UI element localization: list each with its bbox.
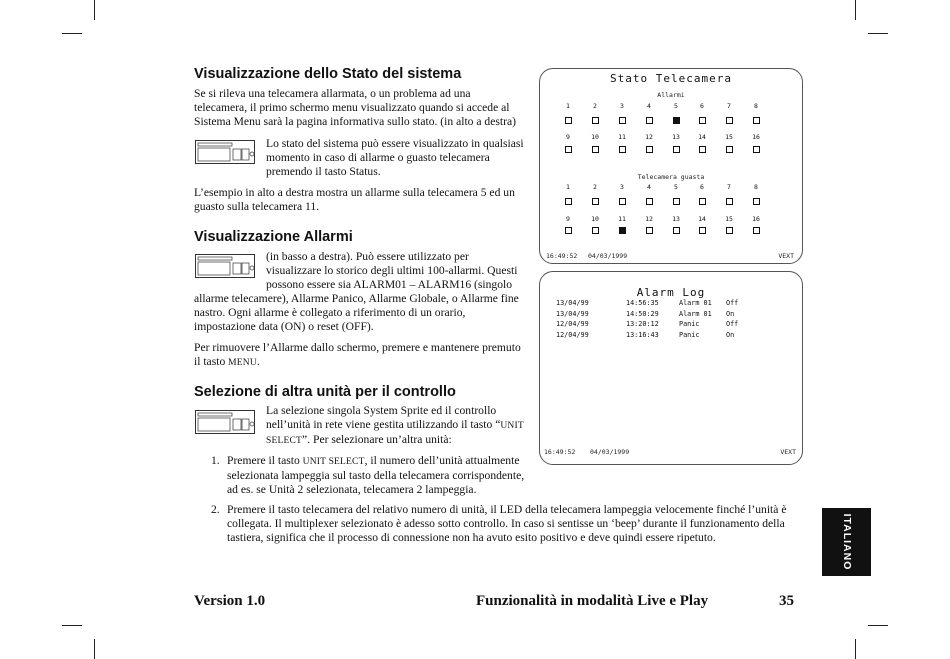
text-line: Se si rileva una telecamera allarmata, o un problema ad una: [194, 87, 471, 100]
alarm-log-row: [540, 310, 802, 320]
log-date-cell: 13/04/99: [556, 299, 589, 307]
footer-chapter: Funzionalità in modalità Live e Play: [476, 593, 709, 609]
alarm-log-row: [540, 331, 802, 341]
fault-indicator-5: [673, 198, 680, 205]
alarm-log-title: Alarm Log: [636, 286, 706, 299]
camera-number: 9: [566, 215, 570, 223]
log-state-cell: Off: [726, 320, 739, 328]
language-tab: [822, 508, 871, 576]
crop-mark: [62, 625, 82, 626]
log-mode: VEXT: [780, 448, 796, 456]
alarm-indicator-6: [699, 117, 706, 124]
text-line: L’esempio in alto a destra mostra un allarme sulla telecamera 5 ed un: [194, 186, 515, 199]
footer-version: Version 1.0: [194, 593, 266, 609]
camera-number: 10: [591, 133, 599, 141]
alarm-indicator-5: [673, 117, 680, 124]
alarm-indicator-13: [673, 146, 680, 153]
log-date-cell: 12/04/99: [556, 330, 589, 339]
status-time: 16:49:52: [546, 252, 578, 260]
camera-number: 2: [593, 183, 597, 191]
fault-indicator-3: [619, 198, 626, 205]
alarm-log-screen: [539, 271, 803, 465]
fault-indicator-15: [726, 227, 733, 234]
language-tab-label: ITALIANO: [840, 513, 853, 571]
list-text: Premere il tasto UNIT SELECT, il numero dell’unità attualmente selezionata lampeggia sul tasto della telecamera corrispondente, ad es. se Unità 2 selezionata, telecamera 2 lampeggia.: [227, 454, 525, 497]
status-intro-paragraph: [194, 87, 516, 130]
text-line: momento in caso di allarme o guasto telecamera: [266, 151, 490, 165]
log-time-cell: 14:56:35: [626, 299, 659, 307]
alarm-indicator-3: [619, 117, 626, 124]
alarm-indicator-15: [726, 146, 733, 153]
log-state-cell: On: [726, 330, 735, 339]
log-time-cell: 13:16:43: [626, 330, 659, 339]
camera-number: 15: [725, 215, 733, 223]
camera-number: 3: [620, 183, 624, 191]
status-date: 04/03/1999: [588, 252, 628, 260]
camera-number: 14: [698, 215, 706, 223]
keypad-unit-select-icon: [195, 410, 255, 434]
alarm-log-row: [540, 320, 802, 330]
text-line: allarme telecamere), Allarme Panico, Allarme Globale, o Allarme fine: [194, 292, 519, 305]
camera-number: 11: [618, 215, 626, 223]
camera-number: 6: [700, 183, 704, 191]
text-line: selezionata lampeggia sul tasto della telecamera corrispondente,: [227, 469, 525, 483]
alarm-section-label: Allarmi: [657, 91, 685, 99]
text-line: impostazione data (ON) o reset (OFF).: [194, 320, 374, 334]
crop-mark: [62, 33, 82, 34]
text-line: Per rimuovere l’Allarme dallo schermo, premere e mantenere premuto: [194, 341, 521, 354]
text-line: possono essere sia ALARM01 – ALARM16 (singolo: [266, 278, 513, 292]
log-time-cell: 13:20:12: [626, 320, 659, 328]
unit-key-name: UNIT: [500, 421, 524, 432]
keypad-status-icon: [195, 140, 255, 164]
camera-number: 4: [647, 102, 651, 110]
list-text: [227, 503, 786, 546]
text-line: premendo il tasto Status.: [266, 165, 381, 179]
camera-number: 16: [752, 133, 760, 141]
alarm-indicator-9: [565, 146, 572, 153]
camera-number: 5: [674, 183, 678, 191]
text-line: guasto sulla telecamera 11.: [194, 200, 320, 214]
log-state-cell: On: [726, 309, 735, 318]
fault-indicator-10: [592, 227, 599, 234]
text-line: visualizzare lo storico degli ultimi 100-allarmi. Questi: [266, 264, 518, 278]
text-line: Sistema Menu sarà la pagina informativa sullo stato. (in alto a destra): [194, 115, 516, 129]
text-line: collegata. Il multiplexer selezionato è adesso sotto controllo. In caso si sentisse un ‘beep’ durante il funzionamento della: [227, 517, 785, 531]
text-line: La selezione singola System Sprite ed il controllo: [266, 404, 497, 417]
camera-number: 14: [698, 133, 706, 141]
camera-number: 9: [566, 133, 570, 141]
page-number: 35: [779, 593, 794, 609]
alarm-indicator-4: [646, 117, 653, 124]
list-number: 1.: [211, 454, 220, 467]
select-key-name: SELECT: [266, 436, 303, 447]
log-event-cell: Panic: [679, 330, 700, 339]
camera-number: 12: [645, 133, 653, 141]
fault-indicator-8: [753, 198, 760, 205]
fault-indicator-9: [565, 227, 572, 234]
fault-indicator-14: [699, 227, 706, 234]
log-state-cell: Off: [726, 299, 739, 307]
crop-mark: [855, 639, 856, 659]
camera-number: 15: [725, 133, 733, 141]
fault-indicator-11: [619, 227, 626, 234]
alarm-indicator-14: [699, 146, 706, 153]
alarm-log-row: [540, 299, 802, 309]
log-time-cell: 14:50:29: [626, 309, 659, 318]
alarm-remove-paragraph: [194, 341, 521, 370]
keypad-alarm-icon: [195, 254, 255, 278]
text-line: ad es. se Unità 2 selezionata, telecamera 2 lampeggia.: [227, 483, 477, 497]
log-date-cell: 13/04/99: [556, 309, 589, 318]
section-heading-unit-select: Selezione di altra unità per il controllo: [194, 384, 456, 400]
camera-number: 16: [752, 215, 760, 223]
list-number: 2.: [211, 503, 220, 516]
camera-number: 4: [647, 183, 651, 191]
fault-indicator-1: [565, 198, 572, 205]
camera-number: 1: [566, 102, 570, 110]
log-event-cell: Panic: [679, 320, 700, 328]
crop-mark: [94, 639, 95, 659]
alarm-indicator-16: [753, 146, 760, 153]
text-line: SELECT”. Per selezionare un’altra unità:: [266, 433, 452, 447]
text-line: nell’unità in rete viene gestita utilizzando il tasto “UNIT: [266, 418, 524, 432]
camera-number: 8: [754, 183, 758, 191]
crop-mark: [855, 0, 856, 20]
alarm-indicator-10: [592, 146, 599, 153]
alarm-indicator-8: [753, 117, 760, 124]
section-heading-status: Visualizzazione dello Stato del sistema: [194, 66, 462, 82]
camera-number: 8: [754, 102, 758, 110]
text-line: tastiera, significa che il processo di connessione non ha avuto esito positivo e deve quindi essere ripetuto.: [227, 531, 716, 545]
camera-number: 1: [566, 183, 570, 191]
camera-status-screen: [539, 68, 803, 264]
alarm-indicator-11: [619, 146, 626, 153]
camera-number: 7: [727, 183, 731, 191]
fault-indicator-6: [699, 198, 706, 205]
fault-indicator-13: [673, 227, 680, 234]
log-event-cell: Alarm 01: [679, 299, 712, 307]
fault-section-label: Telecamera guasta: [637, 173, 705, 181]
text-line: il tasto MENU.: [194, 355, 260, 369]
text-line: nastro. Ogni allarme è collegato a riferimento di un orario,: [194, 306, 466, 320]
list-item: [211, 503, 811, 547]
menu-key-name: MENU: [228, 358, 257, 369]
alarm-indicator-1: [565, 117, 572, 124]
camera-number: 5: [674, 102, 678, 110]
crop-mark: [868, 33, 888, 34]
camera-number: 2: [593, 102, 597, 110]
log-time: 16:49:52: [544, 448, 576, 456]
log-event-cell: Alarm 01: [679, 309, 712, 318]
fault-indicator-7: [726, 198, 733, 205]
camera-number: 12: [645, 215, 653, 223]
status-mode: VEXT: [778, 252, 794, 260]
camera-number: 10: [591, 215, 599, 223]
camera-number: 7: [727, 102, 731, 110]
alarm-indicator-2: [592, 117, 599, 124]
camera-number: 6: [700, 102, 704, 110]
fault-indicator-16: [753, 227, 760, 234]
log-date-cell: 12/04/99: [556, 320, 589, 328]
fault-indicator-2: [592, 198, 599, 205]
fault-indicator-4: [646, 198, 653, 205]
camera-number: 3: [620, 102, 624, 110]
camera-number: 13: [672, 215, 680, 223]
status-screen-title: Stato Telecamera: [610, 72, 732, 85]
alarm-detail-paragraph: [194, 292, 519, 335]
unit-select-key-name: UNIT SELECT: [302, 457, 365, 467]
camera-number: 11: [618, 133, 626, 141]
text-line: Premere il tasto telecamera del relativo numero di unità, il LED della telecamera lampeggia velocemente finché l’unità è: [227, 503, 787, 516]
text-line: Lo stato del sistema può essere visualizzato in qualsiasi: [266, 137, 524, 150]
status-key-paragraph: [266, 137, 524, 180]
camera-number: 13: [672, 133, 680, 141]
log-date: 04/03/1999: [590, 448, 630, 456]
fault-indicator-12: [646, 227, 653, 234]
section-heading-alarms: Visualizzazione Allarmi: [194, 229, 353, 245]
crop-mark: [868, 625, 888, 626]
status-example-paragraph: [194, 186, 515, 214]
alarm-indicator-12: [646, 146, 653, 153]
text-line: (in basso a destra). Può essere utilizzato per: [266, 250, 469, 263]
crop-mark: [94, 0, 95, 20]
alarm-intro-paragraph: [266, 250, 517, 293]
alarm-indicator-7: [726, 117, 733, 124]
text-line: telecamera, il primo schermo menu visualizzato quando si accede al: [194, 101, 510, 115]
unit-select-paragraph: [266, 404, 524, 449]
